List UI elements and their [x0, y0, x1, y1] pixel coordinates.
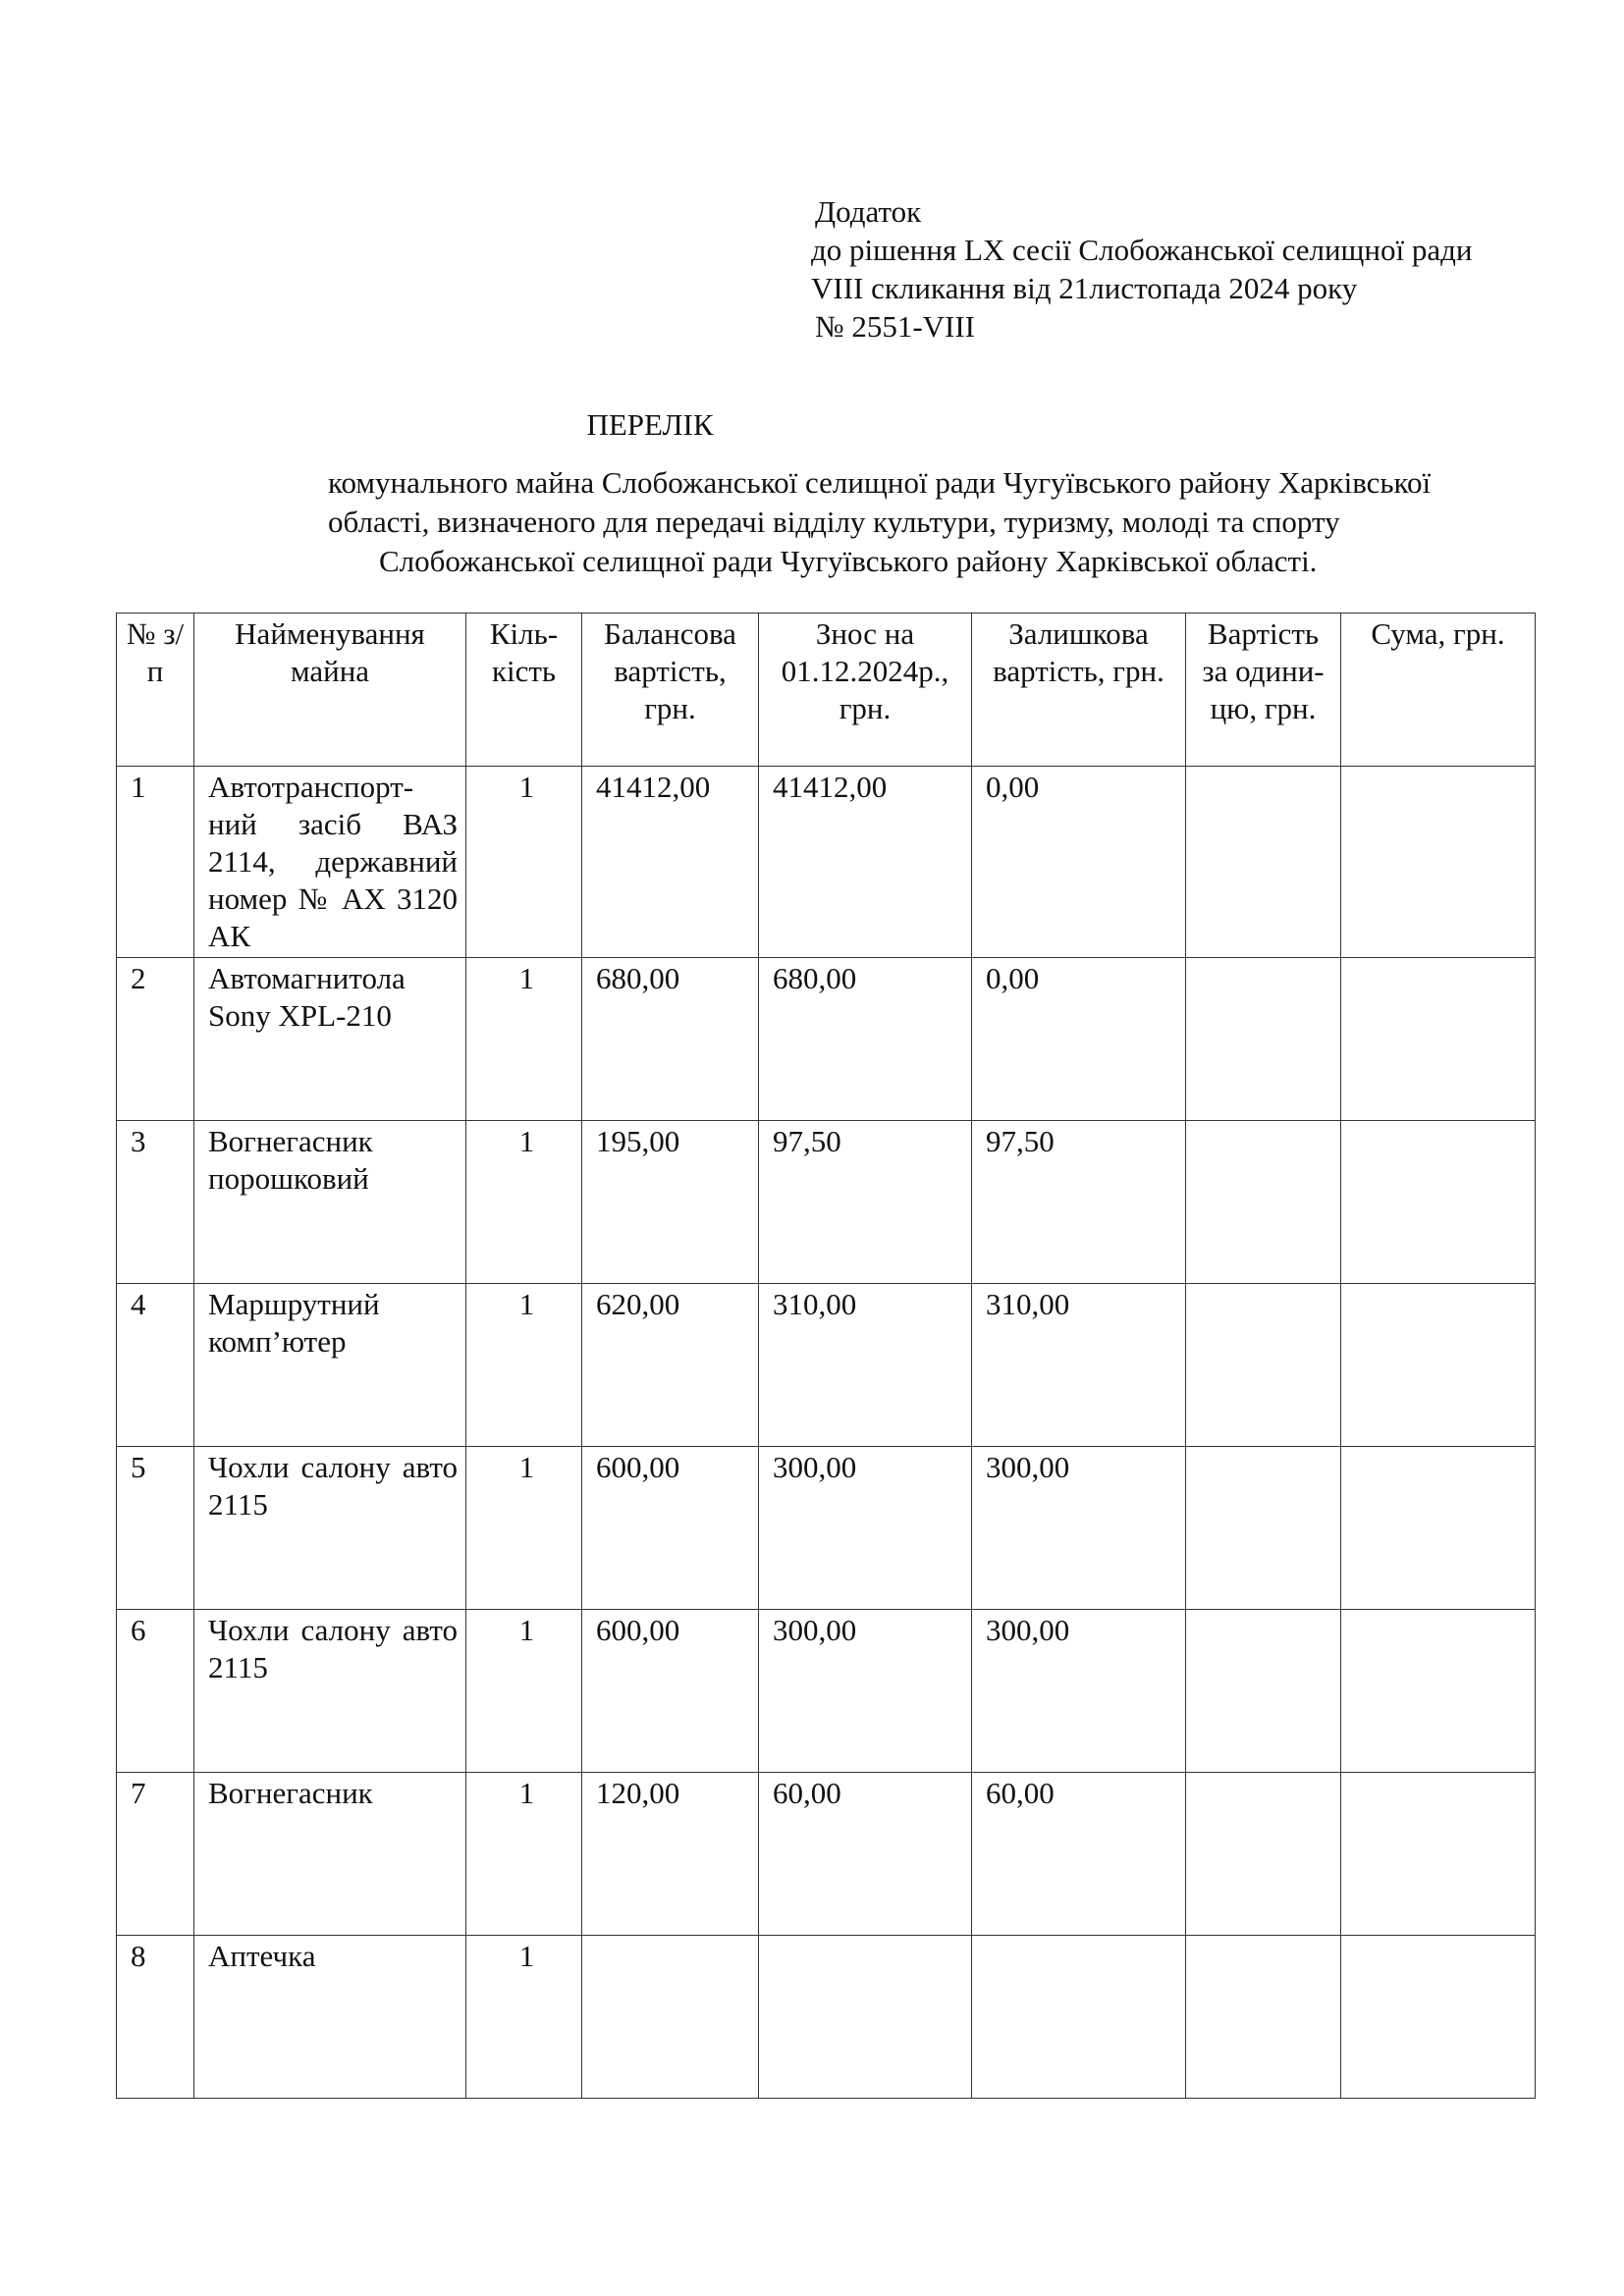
cell-residual: 60,00 — [972, 1773, 1186, 1936]
subtitle-line-3: Слобожанської селищної ради Чугуївського району Харківської області. — [379, 544, 1318, 578]
cell-num: 6 — [117, 1610, 194, 1773]
cell-sum — [1341, 1284, 1536, 1447]
cell-residual: 97,50 — [972, 1121, 1186, 1284]
cell-balance: 41412,00 — [582, 767, 759, 958]
cell-depreciation: 60,00 — [759, 1773, 972, 1936]
table-row — [117, 1284, 1536, 1447]
cell-qty: 1 — [466, 1610, 582, 1773]
subtitle-line-1: комунального майна Слобожанської селищної ради Чугуївського району Харківської — [328, 465, 1432, 500]
header-qty: Кіль-кість — [466, 614, 582, 767]
cell-sum — [1341, 1447, 1536, 1610]
cell-residual: 300,00 — [972, 1610, 1186, 1773]
cell-unit-cost — [1186, 958, 1341, 1121]
cell-qty: 1 — [466, 1284, 582, 1447]
cell-residual: 0,00 — [972, 958, 1186, 1121]
cell-sum — [1341, 767, 1536, 958]
cell-qty: 1 — [466, 1121, 582, 1284]
table-row — [117, 1610, 1536, 1773]
cell-unit-cost — [1186, 1447, 1341, 1610]
cell-depreciation: 97,50 — [759, 1121, 972, 1284]
cell-name: Чохли салону авто 2115 — [194, 1610, 466, 1773]
cell-residual: 300,00 — [972, 1447, 1186, 1610]
table-row — [117, 958, 1536, 1121]
header-num: № з/п — [117, 614, 194, 767]
appendix-label: Додаток — [815, 194, 922, 229]
cell-qty: 1 — [466, 1936, 582, 2099]
cell-unit-cost — [1186, 1610, 1341, 1773]
cell-num: 3 — [117, 1121, 194, 1284]
table-row — [117, 767, 1536, 958]
cell-unit-cost — [1186, 767, 1341, 958]
cell-balance: 620,00 — [582, 1284, 759, 1447]
header-unit-cost: Вартість за одини-цю, грн. — [1186, 614, 1341, 767]
table-header-row — [117, 614, 1536, 767]
cell-balance: 195,00 — [582, 1121, 759, 1284]
cell-balance: 680,00 — [582, 958, 759, 1121]
cell-num: 7 — [117, 1773, 194, 1936]
cell-qty: 1 — [466, 767, 582, 958]
document-title-row: ПЕРЕЛІК — [586, 407, 714, 442]
cell-depreciation: 680,00 — [759, 958, 972, 1121]
cell-residual — [972, 1936, 1186, 2099]
table-row — [117, 1447, 1536, 1610]
cell-sum — [1341, 1773, 1536, 1936]
cell-depreciation: 310,00 — [759, 1284, 972, 1447]
cell-qty: 1 — [466, 1447, 582, 1610]
cell-residual: 310,00 — [972, 1284, 1186, 1447]
cell-balance: 600,00 — [582, 1447, 759, 1610]
header-name: Найменування майна — [194, 614, 466, 767]
cell-sum — [1341, 1121, 1536, 1284]
cell-name: Вогнегасник порошковий — [194, 1121, 466, 1284]
cell-qty: 1 — [466, 958, 582, 1121]
property-table — [116, 613, 1536, 2099]
cell-name: Маршрутний комп’ютер — [194, 1284, 466, 1447]
appendix-number: № 2551-VIII — [815, 309, 976, 344]
cell-residual: 0,00 — [972, 767, 1186, 958]
cell-unit-cost — [1186, 1121, 1341, 1284]
header-residual: Залишкова вартість, грн. — [972, 614, 1186, 767]
cell-unit-cost — [1186, 1773, 1341, 1936]
cell-num: 5 — [117, 1447, 194, 1610]
appendix-block — [811, 192, 1587, 346]
document-subtitle — [328, 463, 1565, 581]
cell-depreciation: 300,00 — [759, 1610, 972, 1773]
cell-unit-cost — [1186, 1284, 1341, 1447]
table-row — [117, 1936, 1536, 2099]
header-balance: Балансова вартість, грн. — [582, 614, 759, 767]
cell-sum — [1341, 1936, 1536, 2099]
header-depreciation: Знос на 01.12.2024р., грн. — [759, 614, 972, 767]
cell-depreciation — [759, 1936, 972, 2099]
cell-depreciation: 300,00 — [759, 1447, 972, 1610]
cell-num: 4 — [117, 1284, 194, 1447]
cell-qty: 1 — [466, 1773, 582, 1936]
cell-balance: 600,00 — [582, 1610, 759, 1773]
cell-unit-cost — [1186, 1936, 1341, 2099]
table-row — [117, 1773, 1536, 1936]
appendix-convocation: VIII скликання від 21листопада 2024 року — [811, 271, 1358, 305]
cell-sum — [1341, 1610, 1536, 1773]
cell-sum — [1341, 958, 1536, 1121]
cell-balance — [582, 1936, 759, 2099]
table-row — [117, 1121, 1536, 1284]
header-sum: Сума, грн. — [1341, 614, 1536, 767]
cell-name: Автотранспорт-ний засіб ВАЗ 2114, державний номер № АХ 3120 АК — [194, 767, 466, 958]
cell-name: Автомагнитола Sony XPL-210 — [194, 958, 466, 1121]
cell-num: 2 — [117, 958, 194, 1121]
cell-num: 8 — [117, 1936, 194, 2099]
cell-name: Чохли салону авто 2115 — [194, 1447, 466, 1610]
subtitle-line-2: області, визначеного для передачі відділу культури, туризму, молоді та спорту — [328, 505, 1340, 539]
cell-name: Аптечка — [194, 1936, 466, 2099]
appendix-decision: до рішення LX сесії Слобожанської селищної ради — [811, 233, 1473, 267]
cell-depreciation: 41412,00 — [759, 767, 972, 958]
cell-num: 1 — [117, 767, 194, 958]
cell-balance: 120,00 — [582, 1773, 759, 1936]
cell-name: Вогнегасник — [194, 1773, 466, 1936]
